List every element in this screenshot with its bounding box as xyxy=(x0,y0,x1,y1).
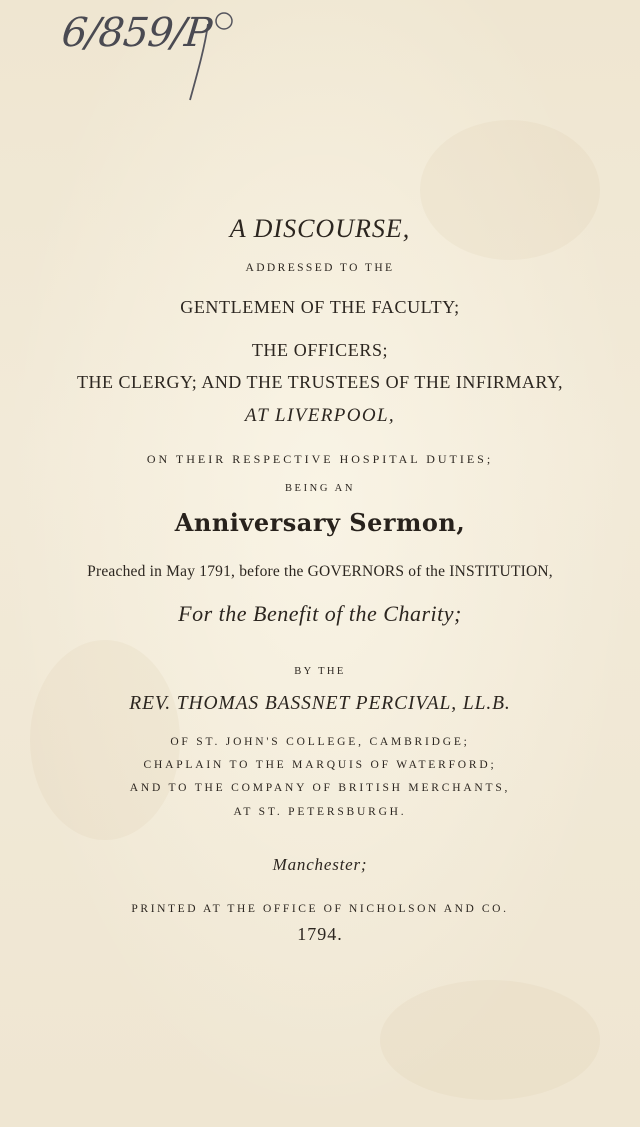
affiliation-line: AND TO THE COMPANY OF BRITISH MERCHANTS, xyxy=(129,782,511,794)
sermon-type-line: Anniversary Sermon, xyxy=(174,508,466,537)
paper-stain xyxy=(380,980,600,1100)
location-line: AT LIVERPOOL, xyxy=(244,405,396,426)
page-title: A DISCOURSE, xyxy=(229,214,411,243)
affiliation-line: AT ST. PETERSBURGH. xyxy=(233,806,407,818)
addressed-line: ADDRESSED TO THE xyxy=(245,262,395,274)
preached-line: Preached in May 1791, before the GOVERNORS of the INSTITUTION, xyxy=(87,563,553,580)
imprint-place: Manchester; xyxy=(272,855,368,874)
handwritten-shelfmark xyxy=(58,6,258,106)
author-name: REV. THOMAS BASSNET PERCIVAL, LL.B. xyxy=(129,693,511,714)
being-an-line: BEING AN xyxy=(284,483,356,494)
affiliation-line: OF ST. JOHN'S COLLEGE, CAMBRIDGE; xyxy=(170,736,470,748)
benefit-line: For the Benefit of the Charity; xyxy=(178,601,462,626)
imprint-printer: PRINTED AT THE OFFICE OF NICHOLSON AND CO. xyxy=(131,903,509,915)
clergy-line: THE CLERGY; AND THE TRUSTEES OF THE INFIRMARY, xyxy=(76,372,564,392)
gentlemen-line: GENTLEMEN OF THE FACULTY; xyxy=(180,297,460,317)
duties-line: ON THEIR RESPECTIVE HOSPITAL DUTIES; xyxy=(146,452,494,466)
officers-line: THE OFFICERS; xyxy=(251,340,389,360)
shelfmark-text: 6/859/P xyxy=(59,10,214,56)
affiliation-line: CHAPLAIN TO THE MARQUIS OF WATERFORD; xyxy=(143,759,497,771)
imprint-year: 1794. xyxy=(297,924,343,944)
by-the-line: BY THE xyxy=(294,666,346,677)
